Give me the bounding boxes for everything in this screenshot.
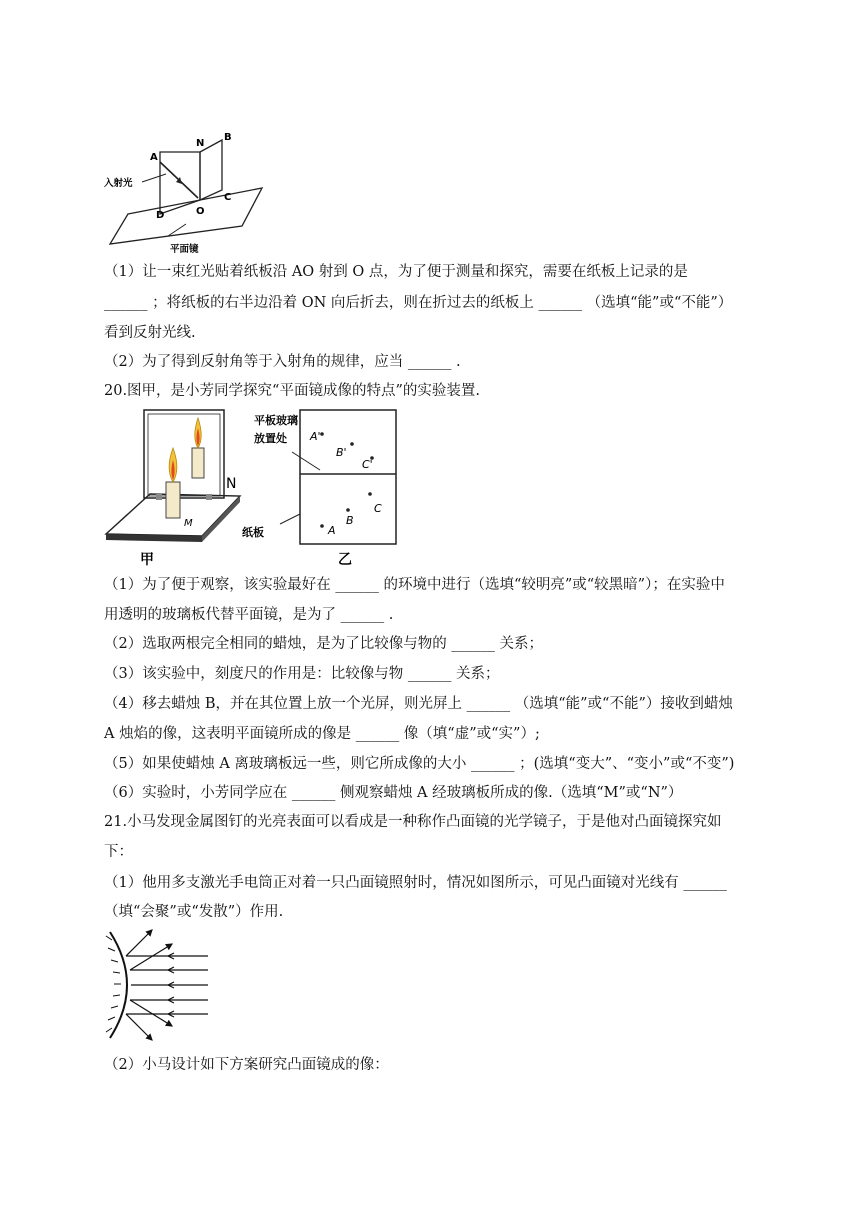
plane-mirror-experiment-figure: [104, 408, 404, 568]
point-A: A: [328, 524, 336, 537]
q20-part1-line1: （1）为了便于观察，该实验最好在 ______ 的环境中进行（选填“较明亮”或“较黑暗”）；在实验中: [104, 577, 725, 593]
label-glass-1: 平板玻璃: [254, 414, 298, 427]
convex-mirror-figure: [100, 926, 216, 1044]
q20-part4-line2: A 烛焰的像，这表明平面镜所成的像是 ______ 像（填“虚”或“实”）;: [104, 726, 540, 742]
q19-part1-line1: （1）让一束红光贴着纸板沿 AO 射到 O 点，为了便于测量和探究，需要在纸板上记录的是: [104, 264, 688, 280]
label-incident-light: 入射光: [104, 178, 133, 189]
q20-part2: （2）选取两根完全相同的蜡烛，是为了比较像与物的 ______ 关系；: [104, 636, 543, 652]
q20-part5: （5）如果使蜡烛 A 离玻璃板远一些，则它所成像的大小 ______ ；(选填“变大”、“变小”或“不变”): [104, 756, 735, 772]
plane-mirror-diagram: [104, 408, 404, 568]
q21-stem-line2: 下：: [104, 844, 133, 860]
q21-stem-line1: 21.小马发现金属图钉的光亮表面可以看成是一种称作凸面镜的光学镜子，于是他对凸面镜探究如: [104, 814, 722, 830]
label-O: O: [196, 206, 205, 217]
reflection-board-diagram: [104, 128, 274, 258]
q21-part1-line2: （填“会聚”或“发散”）作用.: [104, 904, 284, 920]
label-N: N: [196, 138, 205, 149]
label-M-side: M: [184, 518, 193, 529]
point-C-image: C': [362, 458, 373, 471]
label-jia: 甲: [140, 552, 154, 568]
q20-stem: 20.图甲，是小芳同学探究“平面镜成像的特点”的实验装置.: [104, 383, 480, 399]
q20-part3: （3）该实验中，刻度尺的作用是：比较像与物 ______ 关系；: [104, 666, 500, 682]
label-paper: 纸板: [242, 526, 264, 539]
label-plane-mirror: 平面镜: [170, 244, 199, 255]
q20-part6: （6）实验时，小芳同学应在 ______ 侧观察蜡烛 A 经玻璃板所成的像.（选填“M”或“N”）: [104, 785, 683, 801]
label-A: A: [150, 152, 158, 163]
label-glass-2: 放置处: [254, 432, 287, 445]
q21-part2: （2）小马设计如下方案研究凸面镜成的像：: [104, 1057, 389, 1073]
label-C: C: [224, 192, 232, 203]
reflection-board-figure: [104, 128, 274, 258]
point-A-image: A': [310, 430, 321, 443]
label-B: B: [224, 132, 232, 143]
label-N-side: N: [226, 476, 237, 492]
label-D: D: [156, 210, 165, 221]
q20-part4-line1: （4）移去蜡烛 B，并在其位置上放一个光屏，则光屏上 ______ （选填“能”或“不能”）接收到蜡烛: [104, 696, 733, 712]
q19-part2: （2）为了得到反射角等于入射角的规律，应当 ______ .: [104, 354, 461, 370]
q19-part1-line2: ______ ；将纸板的右半边沿着 ON 向后折去，则在折过去的纸板上 ______ （选填“能”或“不能”）: [104, 295, 733, 311]
point-C: C: [374, 502, 382, 515]
q20-part1-line2: 用透明的玻璃板代替平面镜，是为了 ______ .: [104, 607, 394, 623]
point-B: B: [346, 514, 354, 527]
q19-part1-line3: 看到反射光线.: [104, 325, 196, 341]
point-B-image: B': [336, 446, 347, 459]
convex-mirror-diagram: [100, 926, 216, 1044]
label-yi: 乙: [338, 552, 352, 568]
q21-part1-line1: （1）他用多支激光手电筒正对着一只凸面镜照射时，情况如图所示，可见凸面镜对光线有 ______: [104, 875, 727, 891]
